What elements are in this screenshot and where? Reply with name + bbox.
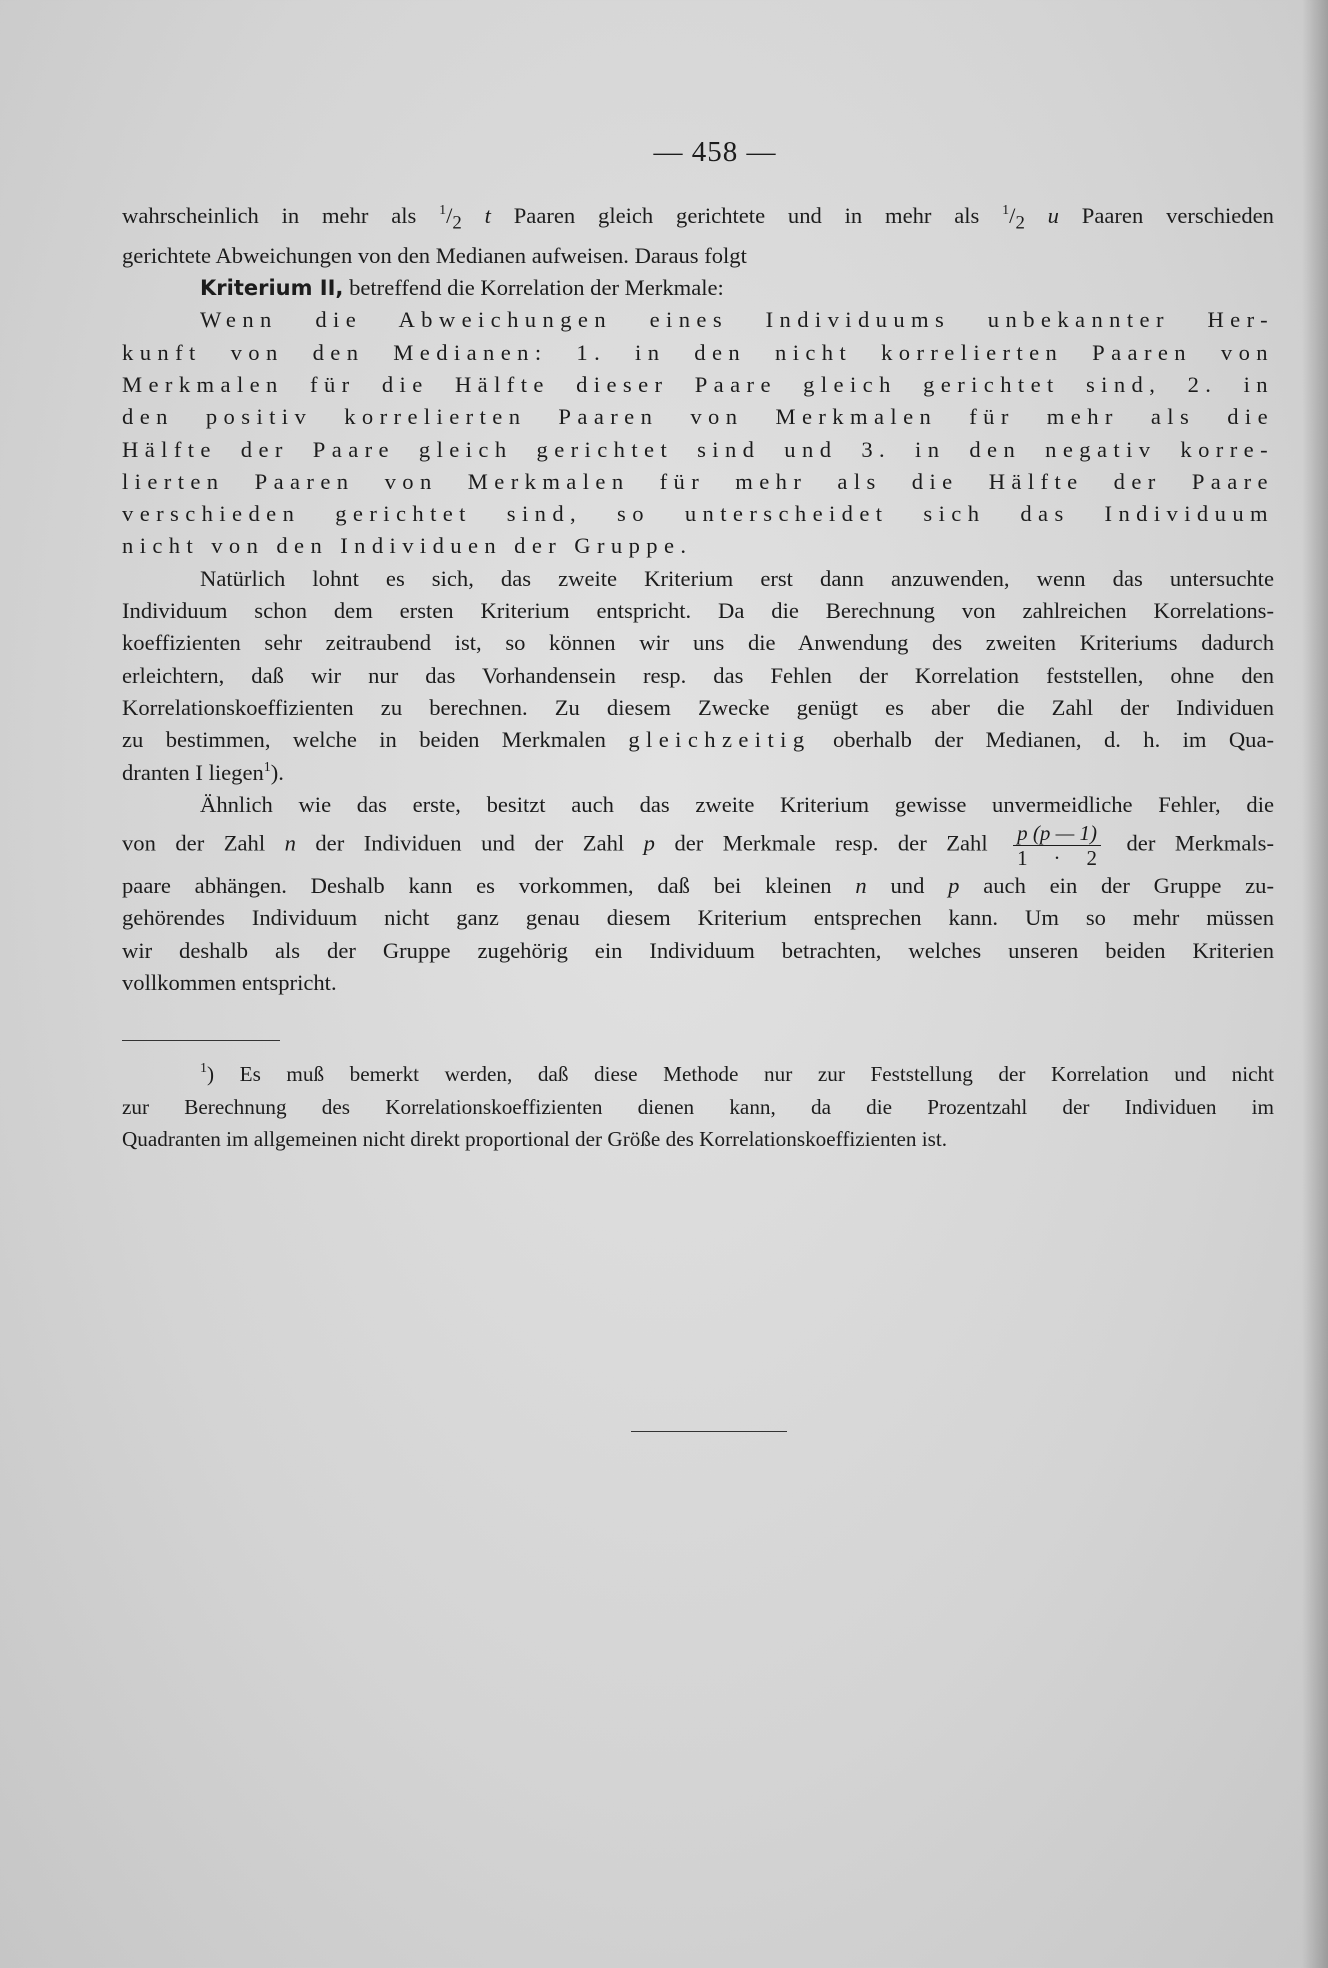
paragraph-line: Korrelationskoeffizienten zu berechnen. Zu diesem Zwecke genügt es aber die Zahl der Individuen — [122, 694, 1274, 720]
subscript: 2 — [452, 212, 462, 234]
subscript: 2 — [1015, 212, 1025, 234]
text-span: zu bestimmen, welche in beiden Merkmalen — [122, 727, 606, 753]
text-span: Paaren gleich gerichtete und in mehr als — [513, 203, 980, 228]
text-span: oberhalb der Medianen, d. h. im Qua- — [832, 727, 1275, 753]
section-end-rule — [631, 1431, 787, 1432]
superscript: 1 — [1002, 203, 1010, 218]
footnote — [122, 1058, 1274, 1156]
footnote-divider — [122, 1040, 280, 1041]
criterion-heading — [122, 272, 1274, 304]
spaced-line: verschieden gerichtet sind, so unterscheidet sich das Individuum — [122, 501, 1274, 527]
fraction-slash: / — [446, 203, 453, 228]
spaced-line: Merkmalen für die Hälfte dieser Paare gleich gerichtet sind, 2. in — [122, 372, 1274, 397]
spaced-line: Hälfte der Paare gleich gerichtet sind und 3. in den negativ korre- — [122, 436, 1274, 462]
text-span: der Merkmals- — [1126, 830, 1274, 856]
math-variable: t — [484, 203, 491, 228]
paragraph-line: koeffizienten sehr zeitraubend ist, so können wir uns die Anwendung des zweiten Kriteriums dadurch — [122, 630, 1274, 656]
footnote-marker: 1 — [200, 1061, 207, 1076]
spaced-line: kunft von den Medianen: 1. in den nicht korrelierten Paaren von — [122, 339, 1274, 365]
math-variable: n — [284, 830, 296, 856]
page-number: — 458 — — [653, 136, 777, 168]
math-variable: n — [855, 873, 867, 899]
footnote-line: zur Berechnung des Korrelationskoeffizienten dienen kann, da die Prozentzahl der Individuen im — [122, 1094, 1274, 1119]
body-text — [122, 200, 1274, 999]
text-span: Paaren verschieden — [1081, 203, 1274, 228]
paragraph-line: erleichtern, daß wir nur das Vorhandensein resp. das Fehlen der Korrelation feststellen, ohne den — [122, 662, 1274, 688]
footnote-marker-paren: ) — [207, 1062, 215, 1086]
math-variable: p — [643, 830, 655, 856]
fraction-denominator: 1 · 2 — [1017, 846, 1098, 871]
page-edge-shadow — [1302, 0, 1328, 1968]
paragraph-line — [122, 200, 1274, 240]
text-span: Es muß bemerkt werden, daß diese Methode nur zur Feststellung der Korrelation und nicht — [239, 1062, 1274, 1086]
text-span: der Individuen und der Zahl — [315, 830, 625, 856]
spaced-line: den positiv korrelierten Paaren von Merkmalen für mehr als die — [122, 404, 1274, 430]
footnote-line — [122, 1058, 1274, 1091]
spaced-line: lierten Paaren von Merkmalen für mehr als die Hälfte der Paare — [122, 468, 1274, 494]
fraction-slash: / — [1009, 203, 1016, 228]
paragraph-line: wir deshalb als der Gruppe zugehörig ein Individuum betrachten, welches unseren beiden Kriterien — [122, 937, 1274, 963]
paragraph-line: vollkommen entspricht. — [122, 970, 337, 996]
emphasized-word: gleichzeitig — [628, 727, 811, 753]
fraction-numerator: p (p — 1) — [1013, 821, 1101, 846]
paragraph-line: Natürlich lohnt es sich, das zweite Kriterium erst dann anzuwenden, wenn das untersuchte — [200, 565, 1274, 591]
footnote-ref: 1 — [263, 759, 271, 775]
text-span: dranten I liegen — [122, 759, 264, 785]
math-variable: p — [948, 873, 960, 899]
paragraph-line: gehörendes Individuum nicht ganz genau diesem Kriterium entsprechen kann. Um so mehr müssen — [122, 905, 1274, 931]
text-span: und — [890, 873, 925, 899]
paragraph-line: Ähnlich wie das erste, besitzt auch das zweite Kriterium gewisse unvermeidliche Fehler, die — [200, 791, 1274, 817]
fraction — [1013, 821, 1101, 870]
paragraph-line: gerichtete Abweichungen von den Medianen aufweisen. Daraus folgt — [122, 242, 747, 268]
spaced-line: Wenn die Abweichungen eines Individuums unbekannter Her- — [200, 307, 1274, 333]
text-span: der Merkmale resp. der Zahl — [674, 830, 988, 856]
paragraph-line — [122, 757, 1274, 789]
text-span: paare abhängen. Deshalb kann es vorkommen, daß bei kleinen — [122, 873, 832, 899]
paragraph-line — [122, 724, 1274, 756]
text-span: betreffend die Korrelation der Merkmale: — [349, 275, 724, 301]
criterion-title: Kriterium II, — [200, 276, 344, 301]
superscript: 1 — [439, 203, 447, 218]
text-span: ). — [270, 759, 284, 785]
spaced-line: nicht von den Individuen der Gruppe. — [122, 533, 693, 559]
text-span: von der Zahl — [122, 830, 266, 856]
formula-line — [122, 821, 1274, 870]
footnote-line: Quadranten im allgemeinen nicht direkt proportional der Größe des Korrelationskoeffizienten ist. — [122, 1127, 948, 1151]
paragraph-line: Individuum schon dem ersten Kriterium entspricht. Da die Berechnung von zahlreichen Korrelations- — [122, 598, 1274, 624]
text-span: wahrscheinlich in mehr als — [122, 203, 417, 228]
paragraph-line — [122, 870, 1274, 902]
math-variable: u — [1047, 203, 1059, 228]
text-span: auch ein der Gruppe zu- — [983, 873, 1275, 899]
